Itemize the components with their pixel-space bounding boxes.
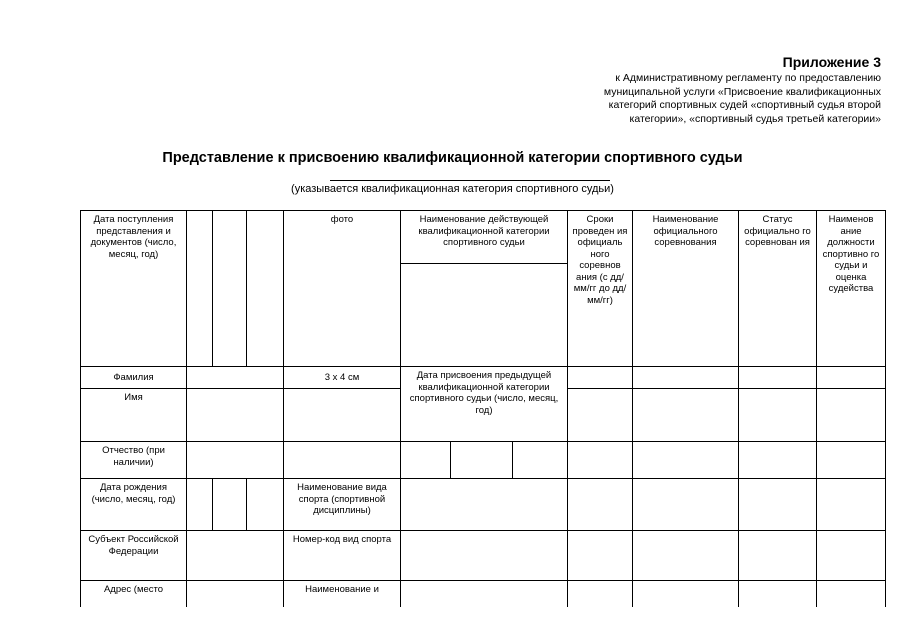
photo-area (284, 442, 401, 479)
judge-position-cell[interactable] (817, 442, 886, 479)
appendix-subtitle (501, 72, 881, 126)
appendix-line: категории», «спортивный судья третьей категории» (629, 112, 881, 125)
competition-dates-cell[interactable] (568, 442, 633, 479)
competition-name-cell[interactable] (633, 389, 739, 442)
application-form-table (80, 210, 886, 621)
competition-dates-cell[interactable] (568, 531, 633, 581)
competition-status-cell[interactable] (739, 442, 817, 479)
competition-name-cell[interactable] (633, 442, 739, 479)
sport-code-value[interactable] (401, 531, 568, 581)
competition-name-label: Наименование официального соревнования (633, 211, 739, 367)
competition-status-cell[interactable] (739, 389, 817, 442)
appendix-line: муниципальной услуги «Присвоение квалификационных (603, 85, 881, 98)
current-category-value[interactable] (401, 264, 568, 367)
date-received-label: Дата поступления представления и документов (число, месяц, год) (81, 211, 187, 367)
judge-position-cell[interactable] (817, 479, 886, 531)
competition-name-cell[interactable] (633, 367, 739, 389)
appendix-title: Приложение 3 (782, 54, 881, 70)
photo-label: фото (284, 211, 401, 367)
first-name-label: Имя (81, 389, 187, 442)
sport-name-label: Наименование вида спорта (спортивной дисциплины) (284, 479, 401, 531)
competition-status-cell[interactable] (739, 531, 817, 581)
date-cell-month[interactable] (213, 211, 247, 367)
region-label: Субъект Российской Федерации (81, 531, 187, 581)
surname-label: Фамилия (81, 367, 187, 389)
appendix-line: к Административному регламенту по предоставлению (615, 72, 881, 84)
competition-dates-cell[interactable] (568, 389, 633, 442)
competition-status-cell[interactable] (739, 479, 817, 531)
surname-value[interactable] (187, 367, 284, 389)
photo-area (284, 389, 401, 442)
patronymic-label: Отчество (при наличии) (81, 442, 187, 479)
sport-code-label: Номер-код вид спорта (284, 531, 401, 581)
sport-name-value[interactable] (401, 479, 568, 531)
document-title: Представление к присвоению квалификационной категории спортивного судьи (162, 150, 743, 166)
previous-category-day[interactable] (401, 442, 451, 479)
birth-date-label: Дата рождения (число, месяц, год) (81, 479, 187, 531)
region-value[interactable] (187, 531, 284, 581)
date-cell-year[interactable] (247, 211, 284, 367)
previous-category-date-label: Дата присвоения предыдущей квалификационной категории спортивного судьи (число, месяц, год) (401, 367, 568, 442)
page-bottom-margin (0, 607, 905, 640)
name-and-label: Наименование и (284, 581, 401, 621)
judge-position-cell[interactable] (817, 367, 886, 389)
category-note: (указывается квалификационная категория спортивного судьи) (291, 183, 614, 195)
patronymic-value[interactable] (187, 442, 284, 479)
competition-dates-cell[interactable] (568, 479, 633, 531)
competition-dates-label: Сроки проведен ия официаль ного соревнов ания (с дд/мм/гг до дд/мм/гг) (568, 211, 633, 367)
competition-status-cell[interactable] (739, 367, 817, 389)
competition-dates-cell[interactable] (568, 367, 633, 389)
date-cell-day[interactable] (187, 211, 213, 367)
appendix-line: категорий спортивных судей «спортивный судья второй (608, 99, 881, 111)
birth-month-cell[interactable] (213, 479, 247, 531)
photo-size-label: 3 х 4 см (284, 367, 401, 389)
previous-category-month[interactable] (451, 442, 513, 479)
competition-name-cell[interactable] (633, 479, 739, 531)
previous-category-year[interactable] (513, 442, 568, 479)
current-category-label: Наименование действующей квалификационной категории спортивного судьи (401, 211, 568, 264)
judge-position-cell[interactable] (817, 389, 886, 442)
birth-day-cell[interactable] (187, 479, 213, 531)
address-label: Адрес (место (81, 581, 187, 621)
category-blank-line (330, 180, 610, 181)
first-name-value[interactable] (187, 389, 284, 442)
competition-status-label: Статус официально го соревнован ия (739, 211, 817, 367)
birth-year-cell[interactable] (247, 479, 284, 531)
competition-name-cell[interactable] (633, 531, 739, 581)
judge-position-label: Наименов ание должности спортивно го судьи и оценка судейства (817, 211, 886, 367)
judge-position-cell[interactable] (817, 531, 886, 581)
